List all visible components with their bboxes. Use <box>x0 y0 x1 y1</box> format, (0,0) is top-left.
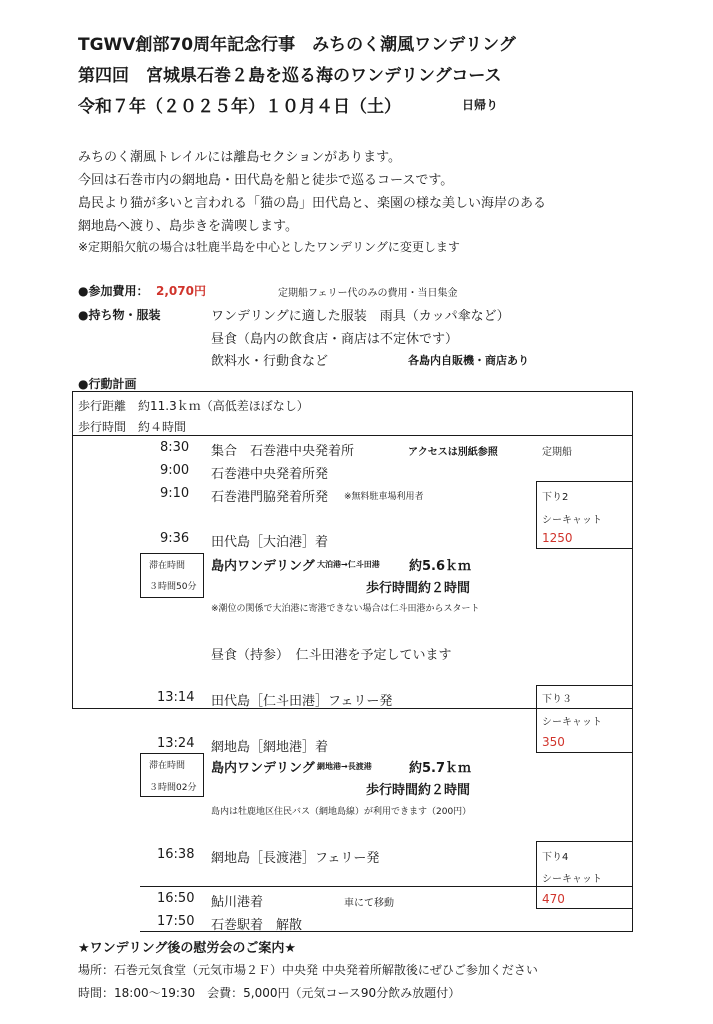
island-walk-route: 網地港→長渡港 <box>317 762 372 771</box>
stay-time-value: ３時間50分 <box>149 582 197 592</box>
ferry-label: 定期船 <box>542 447 572 458</box>
schedule-time: 9:10 <box>160 486 190 501</box>
fee-note: 定期船フェリー代のみの費用・当日集金 <box>278 288 458 299</box>
schedule-text: 鮎川港着 <box>211 895 264 910</box>
items-line: 昼食（島内の飲食店・商店は不定休です） <box>211 332 459 347</box>
schedule-text: 田代島［仁斗田港］フェリー発 <box>211 694 393 709</box>
schedule-time: 16:38 <box>157 847 195 862</box>
schedule-text: 網地島［長渡港］フェリー発 <box>211 851 380 866</box>
items-label: ●持ち物・服装 <box>78 308 161 322</box>
ferry-fare: 1250 <box>542 531 573 545</box>
island-walk-route: 大泊港→仁斗田港 <box>317 560 380 569</box>
ferry-name: シーキャット <box>542 717 602 728</box>
stay-time-label: 滞在時間 <box>149 761 186 771</box>
event-title: TGWV創部70周年記念行事 みちのく潮風ワンデリング <box>78 35 516 55</box>
schedule-text: 石巻港中央発着所発 <box>211 467 329 482</box>
schedule-border <box>72 436 73 708</box>
bus-note: 島内は牡鹿地区住民バス（網地島線）が利用できます（200円） <box>211 807 472 817</box>
schedule-text: 集合 石巻港中央発着所 <box>211 444 355 459</box>
island-walk-time: 歩行時間約２時間 <box>366 783 471 798</box>
items-note: 各島内自販機・商店あり <box>408 354 529 367</box>
cancel-notice: ※定期船欠航の場合は牡鹿半島を中心としたワンデリングに変更します <box>78 240 460 254</box>
parking-note: ※無料駐車場利用者 <box>344 492 424 502</box>
walk-duration: 歩行時間 約４時間 <box>78 420 187 434</box>
schedule-time: 9:00 <box>160 463 190 478</box>
intro-line: 今回は石巻市内の網地島・田代島を船と徒歩で巡るコースです。 <box>78 173 454 188</box>
event-date: 令和７年（２０２５年）１０月４日（土） <box>78 97 401 117</box>
intro-line: 島民より猫が多いと言われる「猫の島」田代島と、楽園の様な美しい海岸のある <box>78 196 547 211</box>
fee-value: 2,070円 <box>156 284 206 298</box>
intro-line: みちのく潮風トレイルには離島セクションがあります。 <box>78 150 402 165</box>
afterparty-place: 場所：石巻元気食堂（元気市場２Ｆ）中央発 中央発着所解散後にぜひご参加ください <box>78 963 538 977</box>
lunch-note: 昼食（持参） 仁斗田港を予定しています <box>211 648 452 663</box>
ferry-direction: 下り4 <box>542 852 569 863</box>
tide-note: ※潮位の関係で大泊港に寄港できない場合は仁斗田港からスタート <box>211 604 480 614</box>
ferry-fare: 350 <box>542 735 565 749</box>
schedule-text: 石巻駅着 解散 <box>211 918 303 933</box>
island-walk-title: 島内ワンデリング <box>211 761 315 776</box>
schedule-time: 9:36 <box>160 531 190 546</box>
island-walk-distance: 約5.6ｋｍ <box>409 559 472 574</box>
transfer-note: 車にて移動 <box>344 898 394 909</box>
course-title: 第四回 宮城県石巻２島を巡る海のワンデリングコース <box>78 66 502 86</box>
intro-line: 網地島へ渡り、島歩きを満喫します。 <box>78 219 298 234</box>
island-walk-time: 歩行時間約２時間 <box>366 581 471 596</box>
day-trip-note: 日帰り <box>462 98 499 112</box>
fee-label: ●参加費用： <box>78 284 149 298</box>
items-line: 飲料水・行動食など <box>211 354 329 369</box>
plan-label: ●行動計画 <box>78 377 137 391</box>
afterparty-title: ★ワンデリング後の慰労会のご案内★ <box>78 941 297 956</box>
schedule-text: 田代島［大泊港］着 <box>211 535 329 550</box>
afterparty-time: 時間：18:00～19:30 会費：5,000円（元気コース90分飲み放題付） <box>78 986 461 1000</box>
ferry-direction: 下り2 <box>542 492 569 503</box>
island-walk-title: 島内ワンデリング <box>211 559 315 574</box>
schedule-text: 網地島［網地港］着 <box>211 740 329 755</box>
schedule-time: 13:14 <box>157 690 195 705</box>
schedule-time: 16:50 <box>157 891 195 906</box>
island-walk-distance: 約5.7ｋｍ <box>409 761 472 776</box>
schedule-text: 石巻港門脇発着所発 <box>211 490 329 505</box>
schedule-time: 13:24 <box>157 736 195 751</box>
schedule-time: 8:30 <box>160 440 190 455</box>
ferry-name: シーキャット <box>542 515 602 526</box>
stay-time-value: ３時間02分 <box>149 783 197 793</box>
ferry-name: シーキャット <box>542 874 602 885</box>
schedule-time: 17:50 <box>157 914 195 929</box>
walk-distance: 歩行距離 約11.3ｋｍ（高低差ほぼなし） <box>78 399 309 413</box>
stay-time-label: 滞在時間 <box>149 561 186 571</box>
ferry-fare: 470 <box>542 892 565 906</box>
access-note: アクセスは別紙参照 <box>408 447 498 458</box>
items-line: ワンデリングに適した服装 雨具（カッパ傘など） <box>211 309 510 324</box>
ferry-direction: 下り３ <box>542 694 572 705</box>
